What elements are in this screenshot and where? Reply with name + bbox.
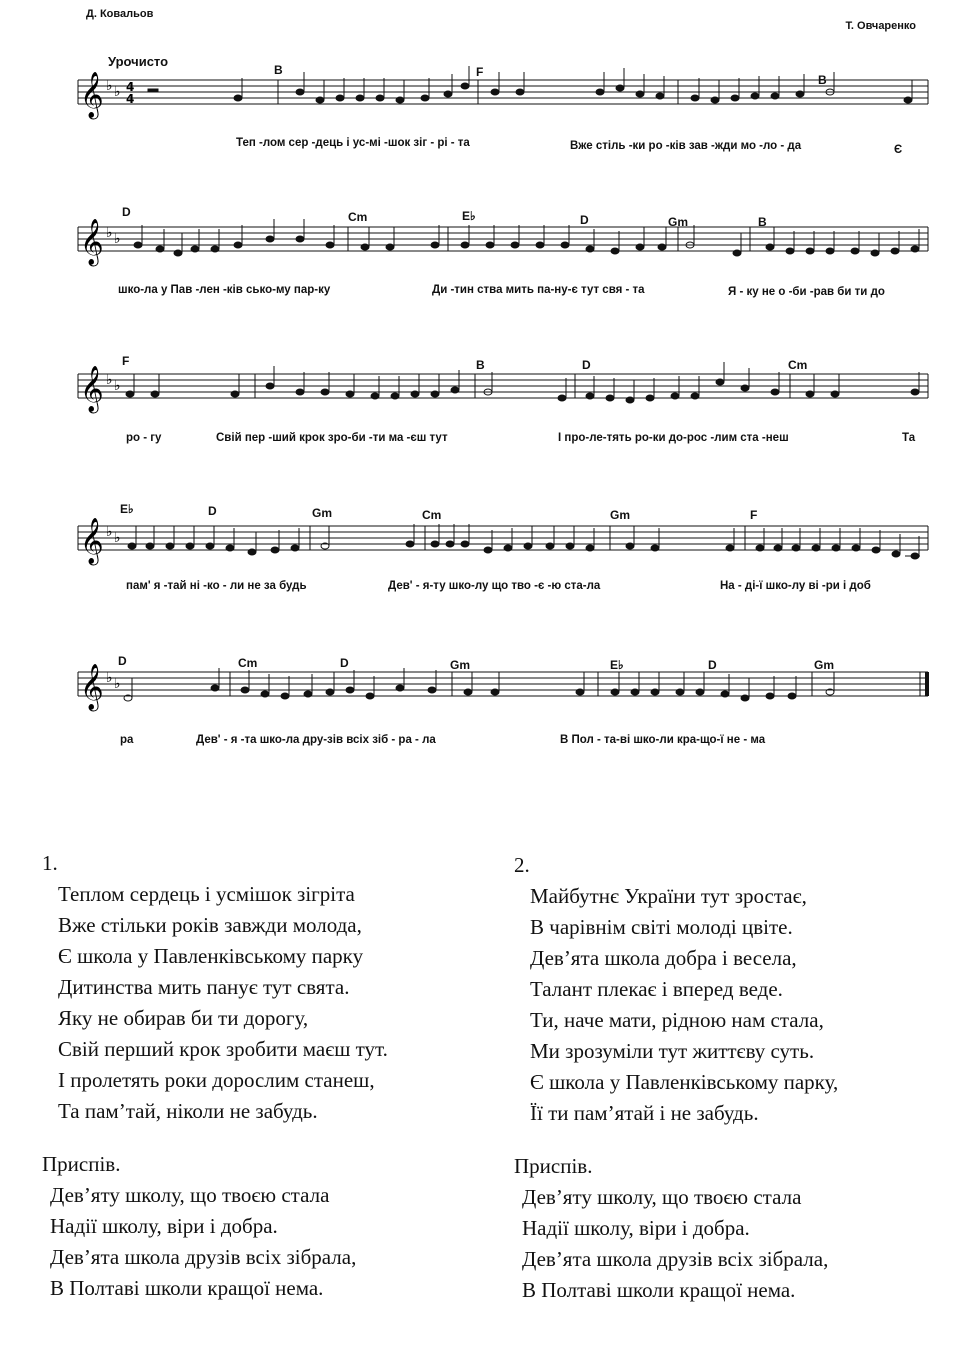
chorus-line: Надії школу, віри і добра.	[50, 1214, 278, 1238]
verse-line: Теплом сердець і усмішок зігріта	[58, 882, 355, 906]
chord-label: D	[208, 504, 217, 518]
staff-2	[70, 205, 936, 265]
verse-line: Ми зрозуміли тут життєву суть.	[530, 1039, 815, 1063]
svg-text:♭: ♭	[106, 225, 113, 241]
staff-1	[70, 60, 936, 120]
lyric-line: ро - гу	[126, 432, 162, 444]
verse-line: Свій перший крок зробити маєш тут.	[58, 1037, 388, 1061]
composer-credit: Т. Овчаренко	[845, 20, 916, 32]
chord-label: F	[750, 508, 758, 522]
chord-label: D	[122, 205, 131, 219]
verse-line: В чарівнім світі молоді цвіте.	[530, 915, 793, 939]
staff-5	[70, 650, 936, 710]
chorus-line: Дев’ята школа друзів всіх зібрала,	[522, 1247, 829, 1271]
lyric-line: Свій пер -ший крок зро-би -ти ма -єш тут	[216, 432, 448, 444]
verse-2	[514, 850, 838, 1306]
chorus-line: В Полтаві школи кращої нема.	[522, 1278, 796, 1302]
chord-label: Gm	[610, 508, 631, 522]
lyric-line: ра	[120, 734, 134, 746]
verse-line: Є школа у Павленківському парку	[58, 944, 364, 968]
lyric-line: Дев' - я-ту шко-лу що тво -є -ю ста-ла	[388, 580, 601, 592]
music-system-3	[70, 352, 936, 492]
svg-text:♭: ♭	[114, 378, 121, 394]
verse-number: 1.	[42, 851, 58, 875]
svg-text:𝄞: 𝄞	[80, 366, 104, 412]
lyric-line: Ди -тин ства мить па-ну-є тут свя - та	[432, 284, 645, 296]
chorus-label: Приспів.	[514, 1154, 593, 1178]
chord-label: D	[118, 654, 127, 668]
lyric-line: Та	[902, 432, 916, 444]
chord-label: Cm	[348, 210, 368, 224]
verse-line: Вже стільки років завжди молода,	[58, 913, 362, 937]
svg-text:4: 4	[126, 92, 135, 106]
chord-label: Gm	[668, 215, 689, 229]
lyric-line: Я - ку не о -би -рав би ти до	[728, 286, 885, 298]
svg-text:♭: ♭	[106, 524, 113, 540]
svg-text:4: 4	[126, 80, 135, 94]
svg-text:𝄞: 𝄞	[80, 72, 104, 118]
chord-label: E♭	[610, 658, 624, 672]
verse-line: Ти, наче мати, рідною нам стала,	[530, 1008, 824, 1032]
chorus-line: В Полтаві школи кращої нема.	[50, 1276, 324, 1300]
lyricist-credit: Д. Ковальов	[86, 8, 154, 20]
chorus-line: Дев’ята школа друзів всіх зібрала,	[50, 1245, 357, 1269]
verse-number: 2.	[514, 853, 530, 877]
music-system-4	[70, 500, 936, 640]
verse-line: Дитинства мить панує тут свята.	[58, 975, 350, 999]
lyric-line: Є	[894, 144, 903, 156]
music-system-2	[70, 205, 936, 345]
chord-label: Gm	[814, 658, 835, 672]
svg-text:𝄞: 𝄞	[80, 664, 104, 710]
chorus-line: Дев’яту школу, що твоєю стала	[522, 1185, 802, 1209]
chord-label: Cm	[238, 656, 258, 670]
chord-label: B	[476, 358, 485, 372]
lyric-line: Дев' - я -та шко-ла дру-зів всіх зіб - ра - ла	[196, 734, 436, 746]
chord-label: D	[708, 658, 717, 672]
verse-line: Талант плекає і вперед веде.	[530, 977, 783, 1001]
svg-text:♭: ♭	[114, 84, 121, 100]
chord-label: B	[274, 63, 283, 77]
tempo-marking: Урочисто	[108, 54, 169, 69]
lyric-line: пам' я -тай ні -ко - ли не за будь	[126, 580, 307, 592]
chorus-line: Надії школу, віри і добра.	[522, 1216, 750, 1240]
svg-text:♭: ♭	[106, 670, 113, 686]
svg-text:♭: ♭	[114, 530, 121, 546]
chord-label: Gm	[312, 506, 333, 520]
lyric-line: В Пол - та-ві шко-ли кра-що-ї не - ма	[560, 734, 766, 746]
verse-line: Яку не обирав би ти дорогу,	[58, 1006, 309, 1030]
chord-label: F	[476, 65, 484, 79]
svg-text:♭: ♭	[114, 676, 121, 692]
chord-label: Cm	[788, 358, 808, 372]
verse-line: Та пам’тай, ніколи не забудь.	[58, 1099, 318, 1123]
chord-label: D	[580, 213, 589, 227]
chord-label: B	[758, 215, 767, 229]
chord-label: Gm	[450, 658, 471, 672]
verse-1	[42, 848, 388, 1304]
chord-label: Cm	[422, 508, 442, 522]
chord-label: B	[818, 73, 827, 87]
svg-text:♭: ♭	[106, 372, 113, 388]
chord-label: E♭	[120, 502, 134, 516]
verse-line: Майбутнє України тут зростає,	[530, 884, 807, 908]
verse-line: Її ти пам’ятай і не забудь.	[530, 1101, 759, 1125]
svg-text:♭: ♭	[106, 78, 113, 94]
verse-line: Дев’ята школа добра і весела,	[530, 946, 797, 970]
svg-text:♭: ♭	[114, 231, 121, 247]
svg-text:𝄞: 𝄞	[80, 518, 104, 564]
lyric-line: На - ді-ї шко-лу ві -ри і доб	[720, 580, 871, 592]
verse-line: Є школа у Павленківському парку,	[530, 1070, 839, 1094]
lyric-line: Теп -лом сер -дець і ус-мі -шок зіг - рі - та	[236, 137, 470, 149]
staff-4	[70, 500, 936, 570]
chord-label: F	[122, 354, 130, 368]
chorus-line: Дев’яту школу, що твоєю стала	[50, 1183, 330, 1207]
lyric-line: шко-ла у Пав -лен -ків сько-му пар-ку	[118, 284, 331, 296]
chord-label: D	[340, 656, 349, 670]
svg-text:𝄞: 𝄞	[80, 219, 104, 265]
verse-line: І пролетять роки дорослим станеш,	[58, 1068, 375, 1092]
chord-label: D	[582, 358, 591, 372]
lyric-line: І про-ле-тять ро-ки до-рос -лим ста -неш	[558, 432, 789, 444]
chord-label: E♭	[462, 209, 476, 223]
lyric-line: Вже стіль -ки ро -ків зав -жди мо -ло - да	[570, 140, 802, 152]
music-system-1	[70, 60, 936, 200]
chorus-label: Приспів.	[42, 1152, 121, 1176]
music-system-5	[70, 650, 936, 790]
